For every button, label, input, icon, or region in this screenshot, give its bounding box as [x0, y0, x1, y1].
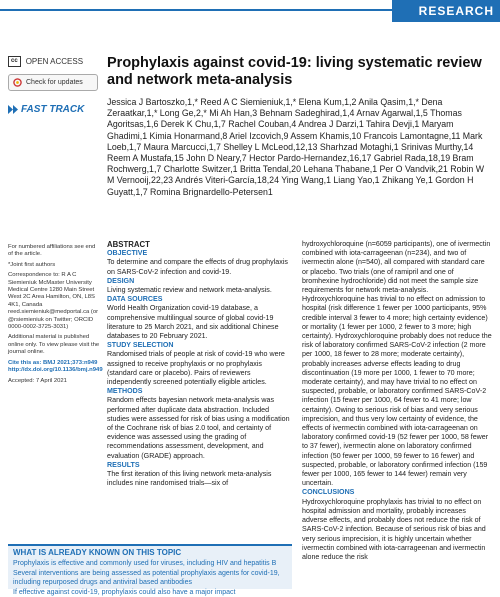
already-known-item: If effective against covid-19, prophylaxis could also have a major impact — [13, 589, 236, 596]
methods-text: Random effects bayesian network meta-analysis was performed after duplicate data abstraction. Included studies were assessed for risk of bias using a modification of the Cochrane risk of bias 2.0 tool, and certainty of evidence was assessed using the grading of recommendations assessment, development, and evaluation (GRADE) approach. — [107, 396, 290, 460]
study-selection-heading: STUDY SELECTION — [107, 341, 174, 350]
check-updates-button[interactable] — [8, 74, 98, 91]
study-selection-text: Randomised trials of people at risk of covid-19 who were assigned to receive prophylaxis or no prophylaxis (standard care or placebo). Pairs of reviewers independently screened potentially eligible articles. — [107, 350, 285, 387]
already-known-item: Prophylaxis is effective and commonly used for viruses, including HIV and hepatitis B — [13, 560, 277, 567]
design-heading: DESIGN — [107, 276, 135, 285]
check-updates-label: Check for updates — [26, 79, 83, 86]
conclusions-heading: CONCLUSIONS — [302, 488, 355, 497]
abstract-column-2 — [302, 240, 492, 562]
objective-heading: OBJECTIVE — [107, 249, 148, 258]
data-sources-heading: DATA SOURCES — [107, 295, 163, 304]
results-heading: RESULTS — [107, 460, 140, 469]
objective-text: To determine and compare the effects of drug prophylaxis on SARS-CoV-2 infection and covid-19. — [107, 258, 288, 276]
joint-authors-note: *Joint first authors — [8, 261, 56, 268]
abstract-heading: ABSTRACT — [107, 240, 150, 249]
data-sources-text: World Health Organization covid-19 database, a comprehensive multilingual source of global covid-19 literature to 25 March 2021, and six additional Chinese databases to 20 February 2021. — [107, 304, 279, 341]
open-access-label: OPEN ACCESS — [25, 57, 84, 66]
fast-forward-icon — [8, 105, 18, 114]
correspondence: Correspondence to: R A C Siemieniuk McMaster University Medical Centre 1280 Main Street West 2C Area Hamilton, ON, L8S 4K1, Canada reed.siemieniuk@medportal.ca (or @rsiemieniuk on Twitter; ORCID 0000-0002-3725-3031) — [8, 272, 99, 331]
design-text: Living systematic review and network meta-analysis. — [107, 286, 272, 295]
results-text: The first iteration of this living network meta-analysis includes nine randomised trials—six of — [107, 470, 272, 488]
author-list: Jessica J Bartoszko,1,* Reed A C Siemieniuk,1,* Elena Kum,1,2 Anila Qasim,1,* Dena Zeraatkar,1,* Long Ge,2,* Mi Ah Han,3 Behnam Sadeghirad,1,4 Arnav Agarwal,1,5 Thomas Agoritsas,1,6 Derek K Chu,1,7 Rachel Couban,4 Andrea J Darzi,1 Tahira Devji,1 Maryam Ghadimi,1 Kimia Honarmand,8 Ariel Izcovich,9 Assem Khamis,10 Francois Lamontagne,11 Mark Loeb,1,7 Maura Marcucci,1,7 Shelley L McLeod,12,13 Sharhzad Motaghi,1 Srinivas Murthy,14 Reem A Mustafa,15 John D Neary,7 Hector Pardo-Hernandez,16,17 Gabriel Rada,18,19 Bram Rochwerg,1,7 Charlotte Switzer,1 Britta Tendal,20 Lehana Thabane,1 Per O Vandvik,21 Robin W M Vernooij,22,23 Andrés Viteri-García,18,24 Ying Wang,1 Liang Yao,1 Zhikang Ye,1 Gordon H Guyatt,1,7 Romina Brignardello-Petersen1 — [107, 97, 485, 197]
accepted-date: Accepted: 7 April 2021 — [8, 377, 67, 384]
already-known-box — [8, 544, 292, 596]
already-known-item: Several interventions are being assessed as potential prophylaxis agents for covid-19, including repurposed drugs and antiviral based antibodies — [13, 570, 280, 586]
already-known-title: WHAT IS ALREADY KNOWN ON THIS TOPIC — [13, 548, 182, 557]
conclusions-text: Hydroxychloroquine prophylaxis has trivial to no effect on hospital admission and mortality, probably increases adverse effects, and probably does not reduce the risk of SARS-CoV-2 infection. Because of serious risk of bias and very serious imprecision, it is highly uncertain whether ivermectin combined with iota-carrageenan and ivermectin alone reduce the risk — [302, 497, 486, 561]
methods-heading: METHODS — [107, 387, 143, 396]
fast-track-label: FAST TRACK — [21, 104, 85, 115]
open-access-badge — [8, 56, 83, 67]
article-title: Prophylaxis against covid-19: living systematic review and network meta-analysis — [107, 55, 482, 88]
cc-license-icon: cc — [8, 56, 21, 67]
affiliations-note: For numbered affiliations see end of the article. — [8, 244, 96, 258]
results-continued-text: hydroxychloroquine (n=6059 participants), one of ivermectin combined with iota-carrageenan (n=234), and two of ivermectin alone (n=540), all compared with standard care or placebo. Two trials (one of ramipril and one of bromhexine hydrochloride) did not meet the sample size requirements for network meta-analysis. Hydroxychloroquine has trivial to no effect on admission to hospital (risk difference 1 fewer per 1000 participants, 95% credible interval 3 fewer to 4 more; high certainty evidence) or mortality (1 fewer per 1000, 2 fewer to 3 more; high certainty). Hydroxychloroquine probably does not reduce the risk of laboratory confirmed SARS-CoV-2 infection (2 more per 1000, 18 fewer to 28 more; moderate certainty), probably increases adverse effects leading to drug discontinuation (19 more per 1000, 1 fewer to 70 more; moderate certainty), and may have trivial to no effect on suspected, probable, or laboratory confirmed SARS-CoV-2 infection (15 fewer per 1000, 64 fewer to 41 more; low certainty). Owing to serious risk of bias and very serious imprecision, and thus very low certainty of evidence, the effects of ivermectin combined with iota-carrageenan on laboratory confirmed covid-19 (52 fewer per 1000, 58 fewer to 37 fewer), ivermectin alone on laboratory confirmed infection (50 fewer per 1000, 59 fewer to 16 fewer) and suspected, probable, or laboratory confirmed infection (159 fewer per 1000, 165 fewer to 144 fewer) remain very uncertain. — [302, 240, 492, 488]
additional-material-note: Additional material is published online only. To view please visit the journal online. — [8, 334, 100, 356]
citation-link[interactable]: Cite this as: BMJ 2021;373:n949 http://dx.doi.org/10.1136/bmj.n949 — [8, 359, 103, 374]
refresh-icon — [13, 78, 22, 87]
abstract-column-1 — [107, 240, 292, 488]
top-rule — [0, 9, 392, 11]
fast-track-badge — [8, 104, 84, 115]
section-banner: RESEARCH — [392, 0, 500, 22]
article-sidebar — [8, 244, 103, 388]
